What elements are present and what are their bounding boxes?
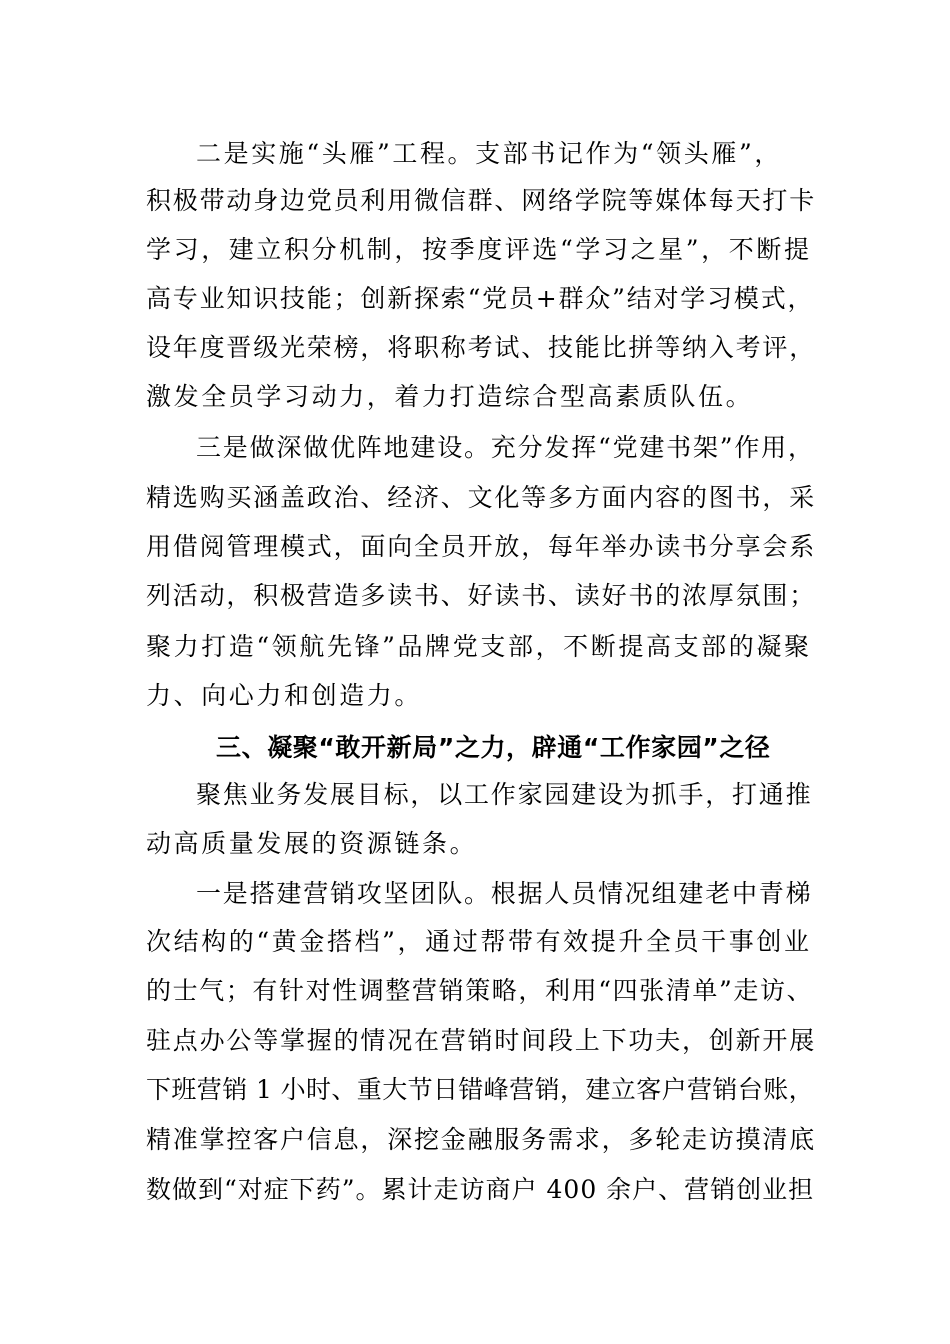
paragraph-line: 设年度晋级光荣榜，将职称考试、技能比拼等纳入考评， (146, 333, 817, 362)
paragraph-line: 列活动，积极营造多读书、好读书、读好书的浓厚氛围； (146, 581, 817, 610)
paragraph-line: 精准掌控客户信息，深挖金融服务需求，多轮走访摸清底 (146, 1125, 817, 1154)
paragraph-line: 下班营销 1 小时、重大节日错峰营销，建立客户营销台账， (146, 1075, 815, 1104)
paragraph-line: 力、向心力和创造力。 (146, 681, 423, 710)
paragraph-line: 数做到“对症下药”。累计走访商户 400 余户、营销创业担 (146, 1175, 815, 1204)
paragraph-line: 次结构的“黄金搭档”，通过帮带有效提升全员干事创业 (146, 927, 812, 956)
section-heading: 三、凝聚“敢开新局”之力，辟通“工作家园”之径 (216, 733, 771, 762)
paragraph-line: 学习，建立积分机制，按季度评选“学习之星”，不断提 (146, 235, 812, 264)
paragraph-line: 聚力打造“领航先锋”品牌党支部，不断提高支部的凝聚 (146, 632, 812, 661)
paragraph-line: 激发全员学习动力，着力打造综合型高素质队伍。 (146, 382, 754, 411)
paragraph-line: 用借阅管理模式，面向全员开放，每年举办读书分享会系 (146, 532, 817, 561)
paragraph-line: 二是实施“头雁”工程。支部书记作为“领头雁”， (196, 139, 782, 168)
paragraph-line: 驻点办公等掌握的情况在营销时间段上下功夫，创新开展 (146, 1026, 817, 1055)
paragraph-line: 的士气；有针对性调整营销策略，利用“四张清单”走访、 (146, 976, 814, 1005)
paragraph-line: 动高质量发展的资源链条。 (146, 829, 478, 858)
paragraph-line: 一是搭建营销攻坚团队。根据人员情况组建老中青梯 (196, 879, 813, 908)
paragraph-line: 聚焦业务发展目标，以工作家园建设为抓手，打通推 (196, 780, 813, 809)
paragraph-line: 精选购买涵盖政治、经济、文化等多方面内容的图书，采 (146, 483, 817, 512)
paragraph-line: 高专业知识技能；创新探索“党员+群众”结对学习模式， (146, 284, 815, 313)
paragraph-line: 积极带动身边党员利用微信群、网络学院等媒体每天打卡 (146, 186, 817, 215)
paragraph-line: 三是做深做优阵地建设。充分发挥“党建书架”作用， (196, 433, 815, 462)
